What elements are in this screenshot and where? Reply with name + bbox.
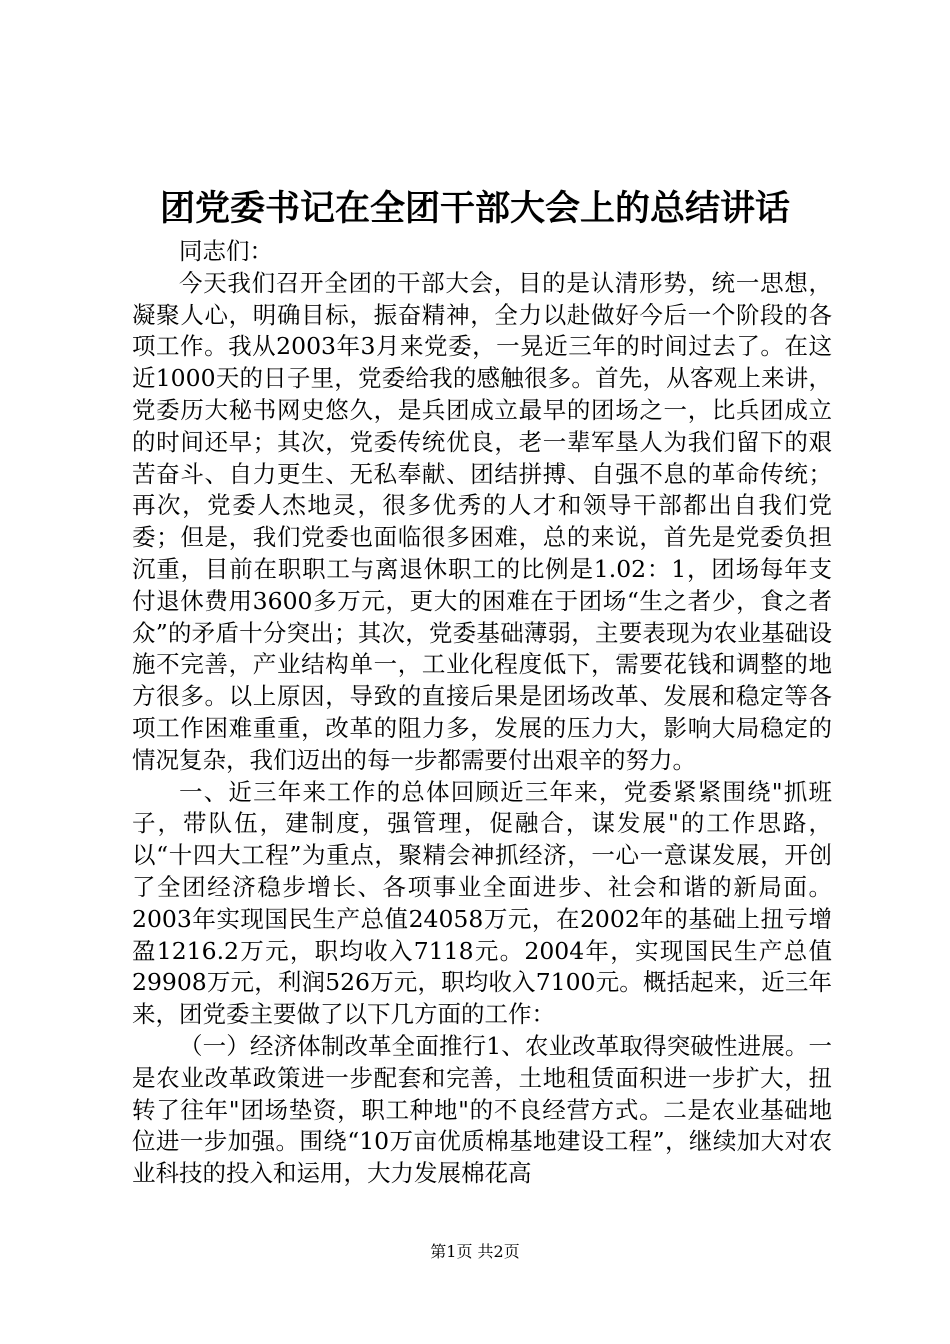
body-paragraph: 一、近三年来工作的总体回顾近三年来，党委紧紧围绕"抓班子，带队伍，建制度，强管理，促融合，谋发展"的工作思路，以“十四大工程”为重点，聚精会神抓经济，一心一意谋发展，开创了全团经济稳步增长、各项事业全面进步、社会和谐的新局面。2003年实现国民生产总值24058万元，在2002年的基础上扭亏增盈1216.2万元，职均收入7118元。2004年，实现国民生产总值29908万元，利润526万元，职均收入7100元。概括起来，近三年来，团党委主要做了以下几方面的工作： [132, 777, 832, 1029]
body-paragraph: （一）经济体制改革全面推行1、农业改革取得突破性进展。一是农业改革政策进一步配套和完善，土地租赁面积进一步扩大，扭转了往年"团场垫资，职工种地"的不良经营方式。二是农业基础地位进一步加强。围绕“10万亩优质棉基地建设工程”，继续加大对农业科技的投入和运用，大力发展棉花高 [132, 1031, 832, 1188]
document-title: 团党委书记在全团干部大会上的总结讲话 [159, 189, 790, 229]
document-body [132, 236, 832, 1190]
page-number-footer: 第1页 共2页 [430, 1242, 520, 1261]
salutation-paragraph: 同志们： [179, 237, 273, 265]
body-paragraph: 今天我们召开全团的干部大会，目的是认清形势，统一思想，凝聚人心，明确目标，振奋精神，全力以赴做好今后一个阶段的各项工作。我从2003年3月来党委，一晃近三年的时间过去了。在这近1000天的日子里，党委给我的感触很多。首先，从客观上来讲，党委历大秘书网史悠久，是兵团成立最早的团场之一，比兵团成立的时间还早；其次，党委传统优良，老一辈军垦人为我们留下的艰苦奋斗、自力更生、无私奉献、团结拼搏、自强不息的革命传统；再次，党委人杰地灵，很多优秀的人才和领导干部都出自我们党委；但是，我们党委也面临很多困难，总的来说，首先是党委负担沉重，目前在职职工与离退休职工的比例是1.02：1，团场每年支付退休费用3600多万元，更大的困难在于团场“生之者少，食之者众”的矛盾十分突出；其次，党委基础薄弱，主要表现为农业基础设施不完善，产业结构单一，工业化程度低下，需要花钱和调整的地方很多。以上原因，导致的直接后果是团场改革、发展和稳定等各项工作困难重重，改革的阻力多，发展的压力大，影响大局稳定的情况复杂，我们迈出的每一步都需要付出艰辛的努力。 [132, 268, 832, 774]
